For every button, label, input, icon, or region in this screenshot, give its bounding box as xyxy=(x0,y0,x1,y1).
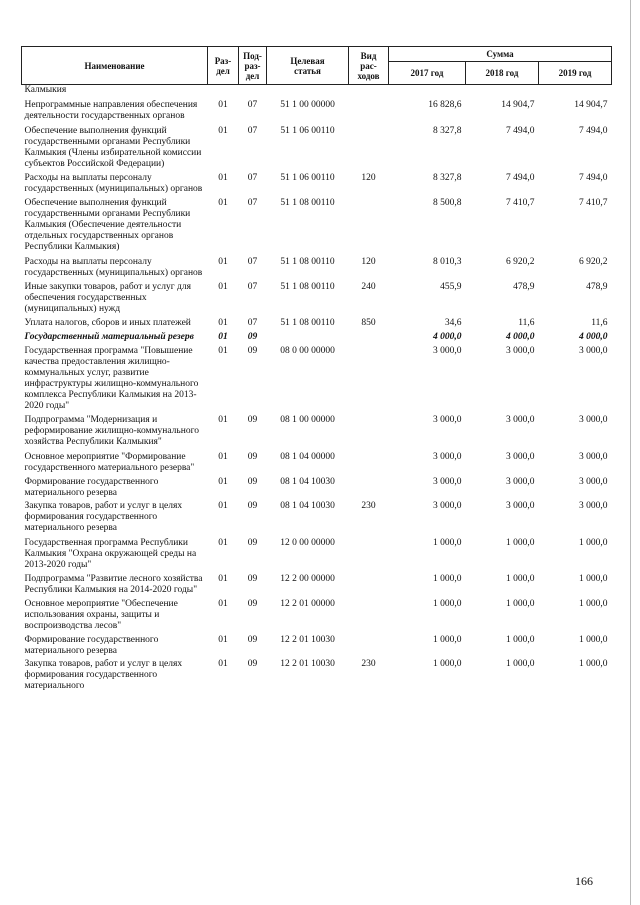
table-row xyxy=(22,329,612,343)
row-sum-2017: 3 000,0 xyxy=(433,415,462,425)
row-sum-2018: 4 000,0 xyxy=(506,332,535,342)
budget-table xyxy=(21,46,612,692)
row-name: Формирование государственного материального резерва xyxy=(24,477,159,498)
row-vid: 120 xyxy=(361,257,376,267)
row-podrazdel: 07 xyxy=(247,318,258,328)
row-celevaya: 12 2 01 10030 xyxy=(280,635,335,645)
row-sum-2017: 3 000,0 xyxy=(433,346,462,356)
row-sum-2018: 3 000,0 xyxy=(506,415,535,425)
header-vid: Вид рас- ходов xyxy=(349,47,389,85)
table-row xyxy=(22,499,612,534)
row-celevaya: 12 2 01 00000 xyxy=(280,599,335,609)
table-row xyxy=(22,448,612,474)
row-celevaya: 08 0 00 00000 xyxy=(280,346,335,356)
table-row xyxy=(22,195,612,253)
header-2018: 2018 год xyxy=(466,62,539,85)
row-sum-2019: 1 000,0 xyxy=(579,538,608,548)
row-sum-2017: 1 000,0 xyxy=(433,538,462,548)
row-podrazdel: 07 xyxy=(247,257,258,267)
table-row xyxy=(22,534,612,571)
row-vid xyxy=(349,474,389,499)
row-vid xyxy=(349,534,389,571)
row-sum-2018: 3 000,0 xyxy=(506,452,535,462)
table-body xyxy=(22,85,612,693)
row-celevaya: 51 1 08 00110 xyxy=(280,282,335,292)
row-razdel xyxy=(208,85,239,97)
row-podrazdel: 07 xyxy=(247,126,258,136)
table-row xyxy=(22,279,612,315)
row-podrazdel: 09 xyxy=(247,599,258,609)
row-razdel: 01 xyxy=(218,599,228,609)
row-sum-2017 xyxy=(389,85,466,97)
table-row xyxy=(22,122,612,170)
row-sum-2019: 4 000,0 xyxy=(579,332,608,342)
row-razdel: 01 xyxy=(218,318,228,328)
row-celevaya: 51 1 08 00110 xyxy=(280,318,335,328)
row-celevaya: 51 1 06 00110 xyxy=(280,173,335,183)
header-2017: 2017 год xyxy=(389,62,466,85)
row-sum-2019: 1 000,0 xyxy=(579,659,608,669)
row-podrazdel: 09 xyxy=(247,346,258,356)
row-podrazdel: 09 xyxy=(247,452,258,462)
row-celevaya: 51 1 00 00000 xyxy=(280,100,335,110)
row-name: Расходы на выплаты персоналу государственных (муниципальных) органов xyxy=(24,173,203,194)
row-razdel: 01 xyxy=(218,574,228,584)
row-sum-2019: 3 000,0 xyxy=(579,477,608,487)
row-sum-2018: 1 000,0 xyxy=(506,659,535,669)
row-sum-2019: 14 904,7 xyxy=(574,100,608,110)
row-name: Калмыкия xyxy=(24,85,67,95)
row-vid: 230 xyxy=(361,501,376,511)
row-sum-2018: 7 494,0 xyxy=(506,126,535,136)
row-sum-2019: 6 920,2 xyxy=(579,257,608,267)
row-sum-2017: 8 010,3 xyxy=(433,257,462,267)
row-celevaya: 51 1 08 00110 xyxy=(280,198,335,208)
row-sum-2019: 3 000,0 xyxy=(579,415,608,425)
row-podrazdel: 09 xyxy=(247,477,258,487)
row-vid xyxy=(349,343,389,412)
row-celevaya: 08 1 04 00000 xyxy=(280,452,335,462)
row-vid: 240 xyxy=(361,282,376,292)
row-sum-2019: 7 494,0 xyxy=(579,126,608,136)
row-sum-2017: 4 000,0 xyxy=(433,332,462,342)
row-name: Формирование государственного материального резерва xyxy=(24,635,159,656)
row-name: Обеспечение выполнения функций государственными органами Республики Калмыкия (Члены избирательной комиссии субъектов Российской Федерации) xyxy=(24,126,202,169)
table-row xyxy=(22,170,612,195)
row-celevaya: 51 1 08 00110 xyxy=(280,257,335,267)
row-name: Основное мероприятие "Обеспечение использования охраны, защиты и воспроизводства лесов" xyxy=(24,599,178,631)
row-vid xyxy=(349,195,389,253)
row-name: Обеспечение выполнения функций государственными органами Республики Калмыкия (Обеспечение деятельности отдельных государственных органов Республики Калмыкия) xyxy=(24,198,191,252)
row-podrazdel xyxy=(239,85,267,97)
row-razdel: 01 xyxy=(218,198,228,208)
row-celevaya: 12 0 00 00000 xyxy=(280,538,335,548)
header-summa: Сумма xyxy=(389,47,612,62)
table-row xyxy=(22,96,612,122)
row-name: Закупка товаров, работ и услуг в целях формирования государственного материального резерва xyxy=(24,501,183,533)
row-podrazdel: 09 xyxy=(247,332,258,342)
row-sum-2019: 7 410,7 xyxy=(579,198,608,208)
row-razdel: 01 xyxy=(218,659,228,669)
row-vid xyxy=(349,96,389,122)
row-sum-2017: 1 000,0 xyxy=(433,659,462,669)
header-2019: 2019 год xyxy=(539,62,612,85)
row-sum-2019: 3 000,0 xyxy=(579,452,608,462)
row-sum-2018: 3 000,0 xyxy=(506,346,535,356)
row-razdel: 01 xyxy=(218,282,228,292)
row-vid: 230 xyxy=(361,659,376,669)
row-vid xyxy=(349,85,389,97)
row-razdel: 01 xyxy=(218,477,228,487)
row-sum-2019: 3 000,0 xyxy=(579,346,608,356)
row-sum-2018: 7 494,0 xyxy=(506,173,535,183)
row-sum-2019: 1 000,0 xyxy=(579,574,608,584)
row-vid xyxy=(349,412,389,448)
row-name: Подпрограмма "Модернизация и реформирование жилищно-коммунального хозяйства Республики Калмыкия" xyxy=(24,415,199,447)
row-name: Государственная программа "Повышение качества предоставления жилищно-коммунальных услуг, развитие инфраструктуры жилищно-коммунального комплекса Республики Калмыкия на 2013-2020 годы" xyxy=(24,346,199,411)
row-razdel: 01 xyxy=(218,501,228,511)
row-podrazdel: 09 xyxy=(247,659,258,669)
header-razdel: Раз- дел xyxy=(208,47,239,85)
row-sum-2018: 11,6 xyxy=(518,318,535,328)
row-podrazdel: 09 xyxy=(247,635,258,645)
row-vid xyxy=(349,329,389,343)
row-sum-2019: 11,6 xyxy=(591,318,608,328)
row-name: Основное мероприятие "Формирование государственного материального резерва" xyxy=(24,452,195,473)
row-celevaya: 08 1 04 10030 xyxy=(280,501,335,511)
row-sum-2019: 7 494,0 xyxy=(579,173,608,183)
row-name: Закупка товаров, работ и услуг в целях формирования государственного материального xyxy=(24,659,183,691)
row-sum-2017: 1 000,0 xyxy=(433,635,462,645)
row-name: Уплата налогов, сборов и иных платежей xyxy=(24,318,191,328)
row-sum-2018: 14 904,7 xyxy=(501,100,535,110)
row-vid xyxy=(349,571,389,596)
row-podrazdel: 07 xyxy=(247,173,258,183)
row-vid xyxy=(349,122,389,170)
row-razdel: 01 xyxy=(218,100,228,110)
table-row xyxy=(22,315,612,329)
row-celevaya: 51 1 06 00110 xyxy=(280,126,335,136)
row-podrazdel: 07 xyxy=(247,100,258,110)
row-sum-2017: 8 327,8 xyxy=(433,173,462,183)
table-row xyxy=(22,596,612,632)
row-sum-2017: 1 000,0 xyxy=(433,599,462,609)
header-celevaya: Целевая статья xyxy=(267,47,349,85)
row-name: Иные закупки товаров, работ и услуг для обеспечения государственных (муниципальных) нужд xyxy=(24,282,191,314)
row-podrazdel: 09 xyxy=(247,415,258,425)
table-row xyxy=(22,343,612,412)
row-sum-2017: 1 000,0 xyxy=(433,574,462,584)
row-sum-2017: 8 327,8 xyxy=(433,126,462,136)
table-row xyxy=(22,412,612,448)
row-sum-2017: 34,6 xyxy=(444,318,462,328)
row-celevaya xyxy=(267,85,349,97)
row-sum-2019 xyxy=(539,85,612,97)
row-razdel: 01 xyxy=(218,635,228,645)
row-podrazdel: 07 xyxy=(247,282,258,292)
row-sum-2018 xyxy=(466,85,539,97)
row-sum-2018: 1 000,0 xyxy=(506,574,535,584)
row-podrazdel: 07 xyxy=(247,198,258,208)
row-razdel: 01 xyxy=(218,257,228,267)
row-razdel: 01 xyxy=(218,538,228,548)
row-sum-2017: 455,9 xyxy=(440,282,462,292)
row-podrazdel: 09 xyxy=(247,538,258,548)
table-header xyxy=(22,47,612,85)
row-sum-2019: 1 000,0 xyxy=(579,635,608,645)
row-sum-2018: 478,9 xyxy=(513,282,535,292)
table-row xyxy=(22,571,612,596)
header-name: Наименование xyxy=(22,47,208,85)
row-sum-2018: 1 000,0 xyxy=(506,635,535,645)
table-row xyxy=(22,474,612,499)
row-celevaya xyxy=(267,329,349,343)
row-sum-2017: 16 828,6 xyxy=(428,100,462,110)
row-sum-2019: 1 000,0 xyxy=(579,599,608,609)
row-celevaya: 08 1 04 10030 xyxy=(280,477,335,487)
row-celevaya: 12 2 00 00000 xyxy=(280,574,335,584)
page-edge-line xyxy=(630,0,631,905)
table-row xyxy=(22,632,612,657)
row-name: Подпрограмма "Развитие лесного хозяйства Республики Калмыкия на 2014-2020 годы" xyxy=(24,574,203,595)
row-sum-2019: 478,9 xyxy=(586,282,608,292)
row-podrazdel: 09 xyxy=(247,574,258,584)
row-sum-2018: 7 410,7 xyxy=(506,198,535,208)
page-number: 166 xyxy=(575,874,593,888)
header-podrazdel: Под- раз- дел xyxy=(239,47,267,85)
row-vid xyxy=(349,596,389,632)
row-name: Расходы на выплаты персоналу государственных (муниципальных) органов xyxy=(24,257,203,278)
row-sum-2018: 1 000,0 xyxy=(506,599,535,609)
row-sum-2017: 3 000,0 xyxy=(433,501,462,511)
row-sum-2017: 3 000,0 xyxy=(433,477,462,487)
row-sum-2017: 8 500,8 xyxy=(433,198,462,208)
table-row xyxy=(22,85,612,97)
row-sum-2017: 3 000,0 xyxy=(433,452,462,462)
row-razdel: 01 xyxy=(218,415,228,425)
table-row xyxy=(22,253,612,279)
row-sum-2018: 3 000,0 xyxy=(506,501,535,511)
row-vid xyxy=(349,632,389,657)
row-sum-2018: 1 000,0 xyxy=(506,538,535,548)
row-name: Государственная программа Республики Калмыкия "Охрана окружающей среды на 2013-2020 годы" xyxy=(24,538,197,570)
row-razdel: 01 xyxy=(218,452,228,462)
row-name: Государственный материальный резерв xyxy=(24,332,194,342)
row-sum-2018: 6 920,2 xyxy=(506,257,535,267)
row-celevaya: 12 2 01 10030 xyxy=(280,659,335,669)
table-row xyxy=(22,657,612,692)
row-sum-2019: 3 000,0 xyxy=(579,501,608,511)
row-celevaya: 08 1 00 00000 xyxy=(280,415,335,425)
row-razdel: 01 xyxy=(218,173,228,183)
row-name: Непрограммные направления обеспечения деятельности государственных органов xyxy=(24,100,198,121)
row-podrazdel: 09 xyxy=(247,501,258,511)
row-vid: 120 xyxy=(361,173,376,183)
row-sum-2018: 3 000,0 xyxy=(506,477,535,487)
row-vid xyxy=(349,448,389,474)
row-razdel: 01 xyxy=(218,332,228,342)
row-vid: 850 xyxy=(361,318,376,328)
row-razdel: 01 xyxy=(218,346,228,356)
row-razdel: 01 xyxy=(218,126,228,136)
